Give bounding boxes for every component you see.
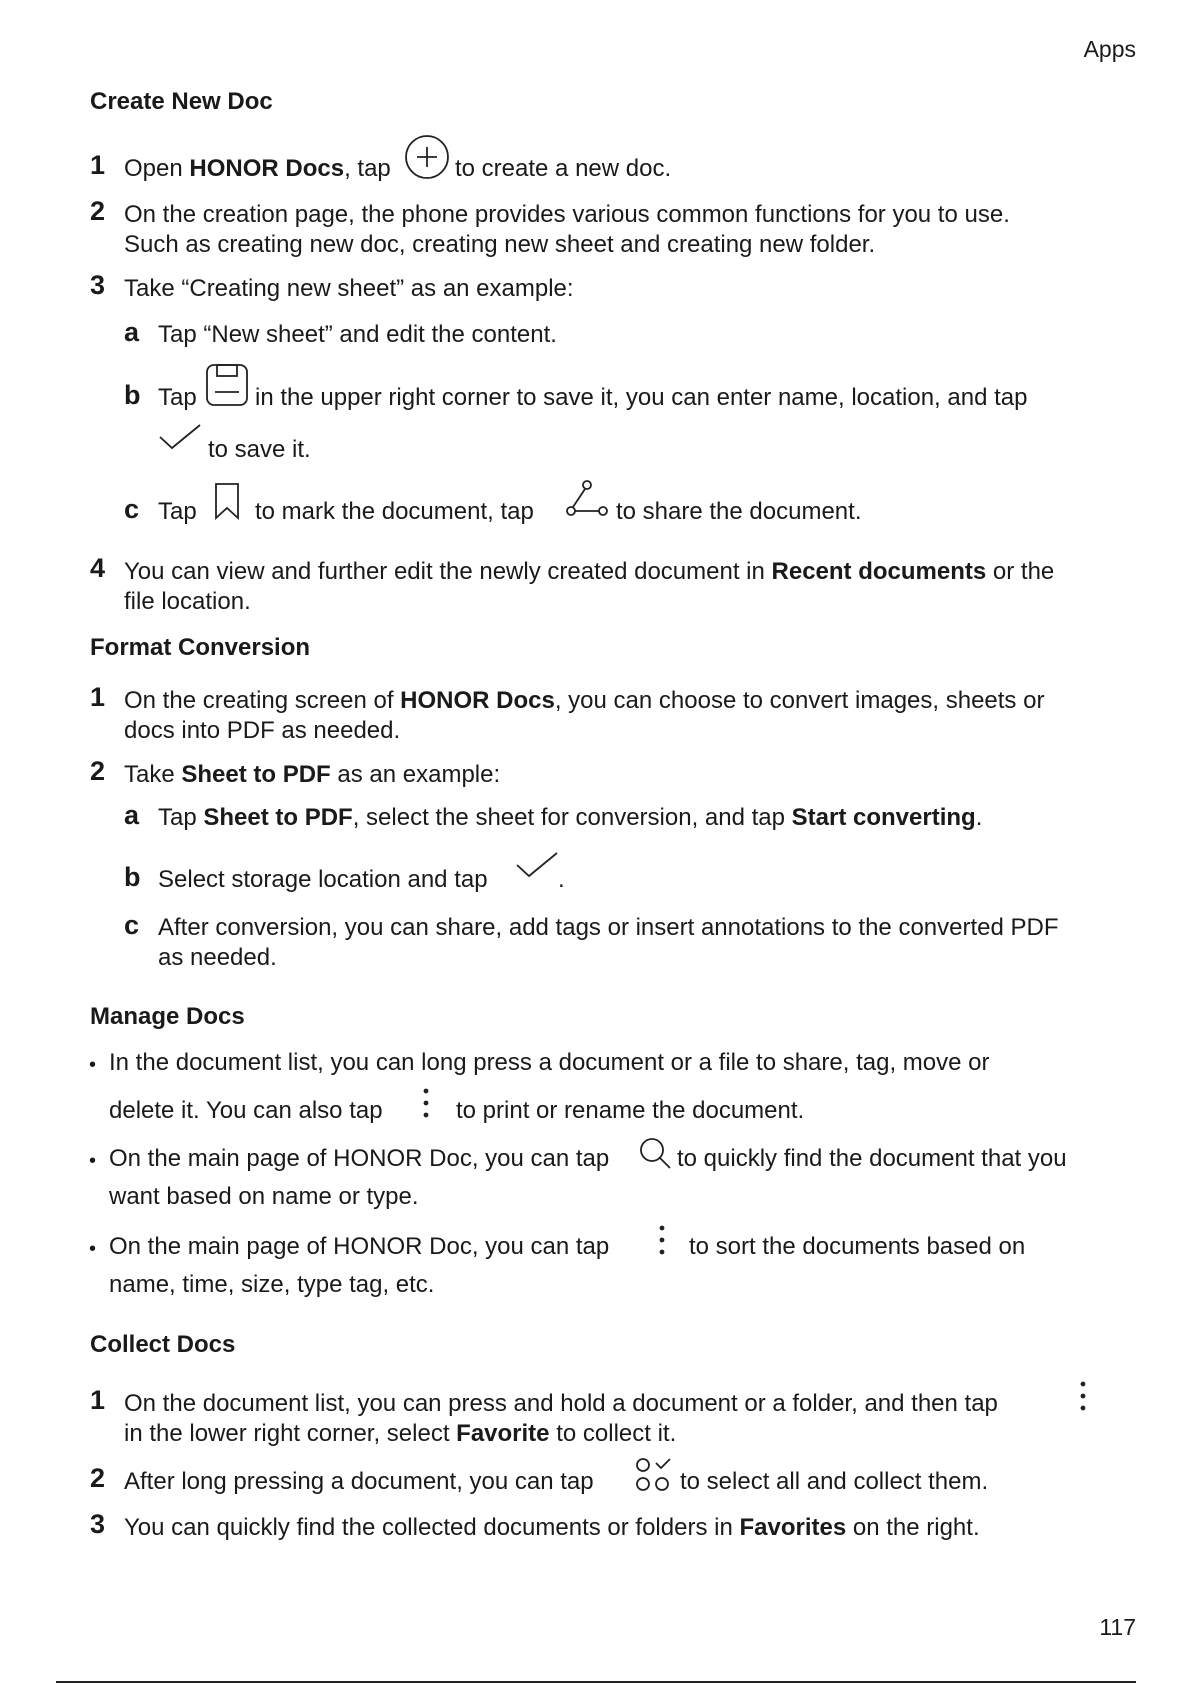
substep-text: After conversion, you can share, add tags or insert annotations to the converted PDF xyxy=(158,914,1059,941)
bullet-text: On the main page of HONOR Doc, you can tap xyxy=(109,1145,610,1172)
checkmark-icon xyxy=(515,850,559,882)
section-title-create: Create New Doc xyxy=(90,88,273,115)
step-text: Take Sheet to PDF as an example: xyxy=(124,761,501,788)
bullet: • xyxy=(89,1238,97,1260)
bullet-text: want based on name or type. xyxy=(109,1183,419,1210)
step-text: Take “Creating new sheet” as an example: xyxy=(124,275,574,302)
step-number: 2 xyxy=(90,196,106,226)
footer-rule xyxy=(56,1681,1136,1683)
substep-letter: a xyxy=(124,317,140,347)
select-all-icon xyxy=(634,1456,672,1494)
substep-text: in the upper right corner to save it, you can enter name, location, and tap xyxy=(255,384,1028,411)
substep-text: to mark the document, tap xyxy=(255,498,534,525)
bullet-text: to quickly find the document that you xyxy=(677,1145,1067,1172)
bullet-text: On the main page of HONOR Doc, you can tap xyxy=(109,1233,610,1260)
step-number: 4 xyxy=(90,553,106,583)
step-number: 3 xyxy=(90,1509,106,1539)
section-title-manage: Manage Docs xyxy=(90,1003,245,1030)
step-text: After long pressing a document, you can tap xyxy=(124,1468,594,1495)
substep-text: . xyxy=(558,866,565,893)
running-header: Apps xyxy=(1083,36,1136,62)
step-text: Such as creating new doc, creating new sheet and creating new folder. xyxy=(124,231,876,258)
substep-text: Tap xyxy=(158,498,197,525)
substep-text: Select storage location and tap xyxy=(158,866,488,893)
substep-letter: b xyxy=(124,862,141,892)
substep-letter: c xyxy=(124,910,140,940)
step-text: On the document list, you can press and hold a document or a folder, and then tap xyxy=(124,1390,998,1417)
more-vertical-icon xyxy=(1078,1380,1088,1412)
substep-text: Tap “New sheet” and edit the content. xyxy=(158,321,557,348)
step-text: to create a new doc. xyxy=(455,155,672,182)
step-number: 2 xyxy=(90,1463,106,1493)
search-icon xyxy=(638,1136,672,1170)
bullet-text: delete it. You can also tap xyxy=(109,1097,383,1124)
step-text: file location. xyxy=(124,588,251,615)
step-text: You can view and further edit the newly created document in Recent documents or the xyxy=(124,558,1055,585)
section-title-format: Format Conversion xyxy=(90,634,311,661)
substep-text: Tap xyxy=(158,384,197,411)
step-text: You can quickly find the collected documents or folders in Favorites on the right. xyxy=(124,1514,980,1541)
step-text: Open HONOR Docs, tap xyxy=(124,155,391,182)
step-number: 2 xyxy=(90,756,106,786)
step-text: to select all and collect them. xyxy=(680,1468,989,1495)
substep-letter: c xyxy=(124,494,140,524)
save-icon xyxy=(204,362,250,408)
step-number: 1 xyxy=(90,150,106,180)
bookmark-icon xyxy=(214,482,240,520)
bullet-text: to sort the documents based on xyxy=(689,1233,1026,1260)
more-vertical-icon xyxy=(421,1087,431,1119)
section-title-collect: Collect Docs xyxy=(90,1331,236,1358)
checkmark-icon xyxy=(158,422,202,454)
bullet-text: name, time, size, type tag, etc. xyxy=(109,1271,435,1298)
more-vertical-icon xyxy=(657,1224,667,1256)
bullet-text: to print or rename the document. xyxy=(456,1097,805,1124)
step-number: 1 xyxy=(90,1385,106,1415)
bullet: • xyxy=(89,1150,97,1172)
share-icon xyxy=(566,480,608,518)
add-circle-icon xyxy=(404,134,450,180)
step-number: 1 xyxy=(90,682,106,712)
step-number: 3 xyxy=(90,270,106,300)
substep-text: Tap Sheet to PDF, select the sheet for conversion, and tap Start converting. xyxy=(158,804,983,831)
substep-letter: b xyxy=(124,380,141,410)
substep-text: as needed. xyxy=(158,944,277,971)
page-number: 117 xyxy=(1099,1614,1136,1640)
bullet: • xyxy=(89,1054,97,1076)
substep-letter: a xyxy=(124,800,140,830)
step-text: On the creation page, the phone provides various common functions for you to use. xyxy=(124,201,1010,228)
bullet-text: In the document list, you can long press a document or a file to share, tag, move or xyxy=(109,1049,990,1076)
step-text: On the creating screen of HONOR Docs, you can choose to convert images, sheets or xyxy=(124,687,1045,714)
step-text: docs into PDF as needed. xyxy=(124,717,401,744)
substep-text: to share the document. xyxy=(616,498,862,525)
step-text: in the lower right corner, select Favorite to collect it. xyxy=(124,1420,677,1447)
substep-text: to save it. xyxy=(208,436,311,463)
